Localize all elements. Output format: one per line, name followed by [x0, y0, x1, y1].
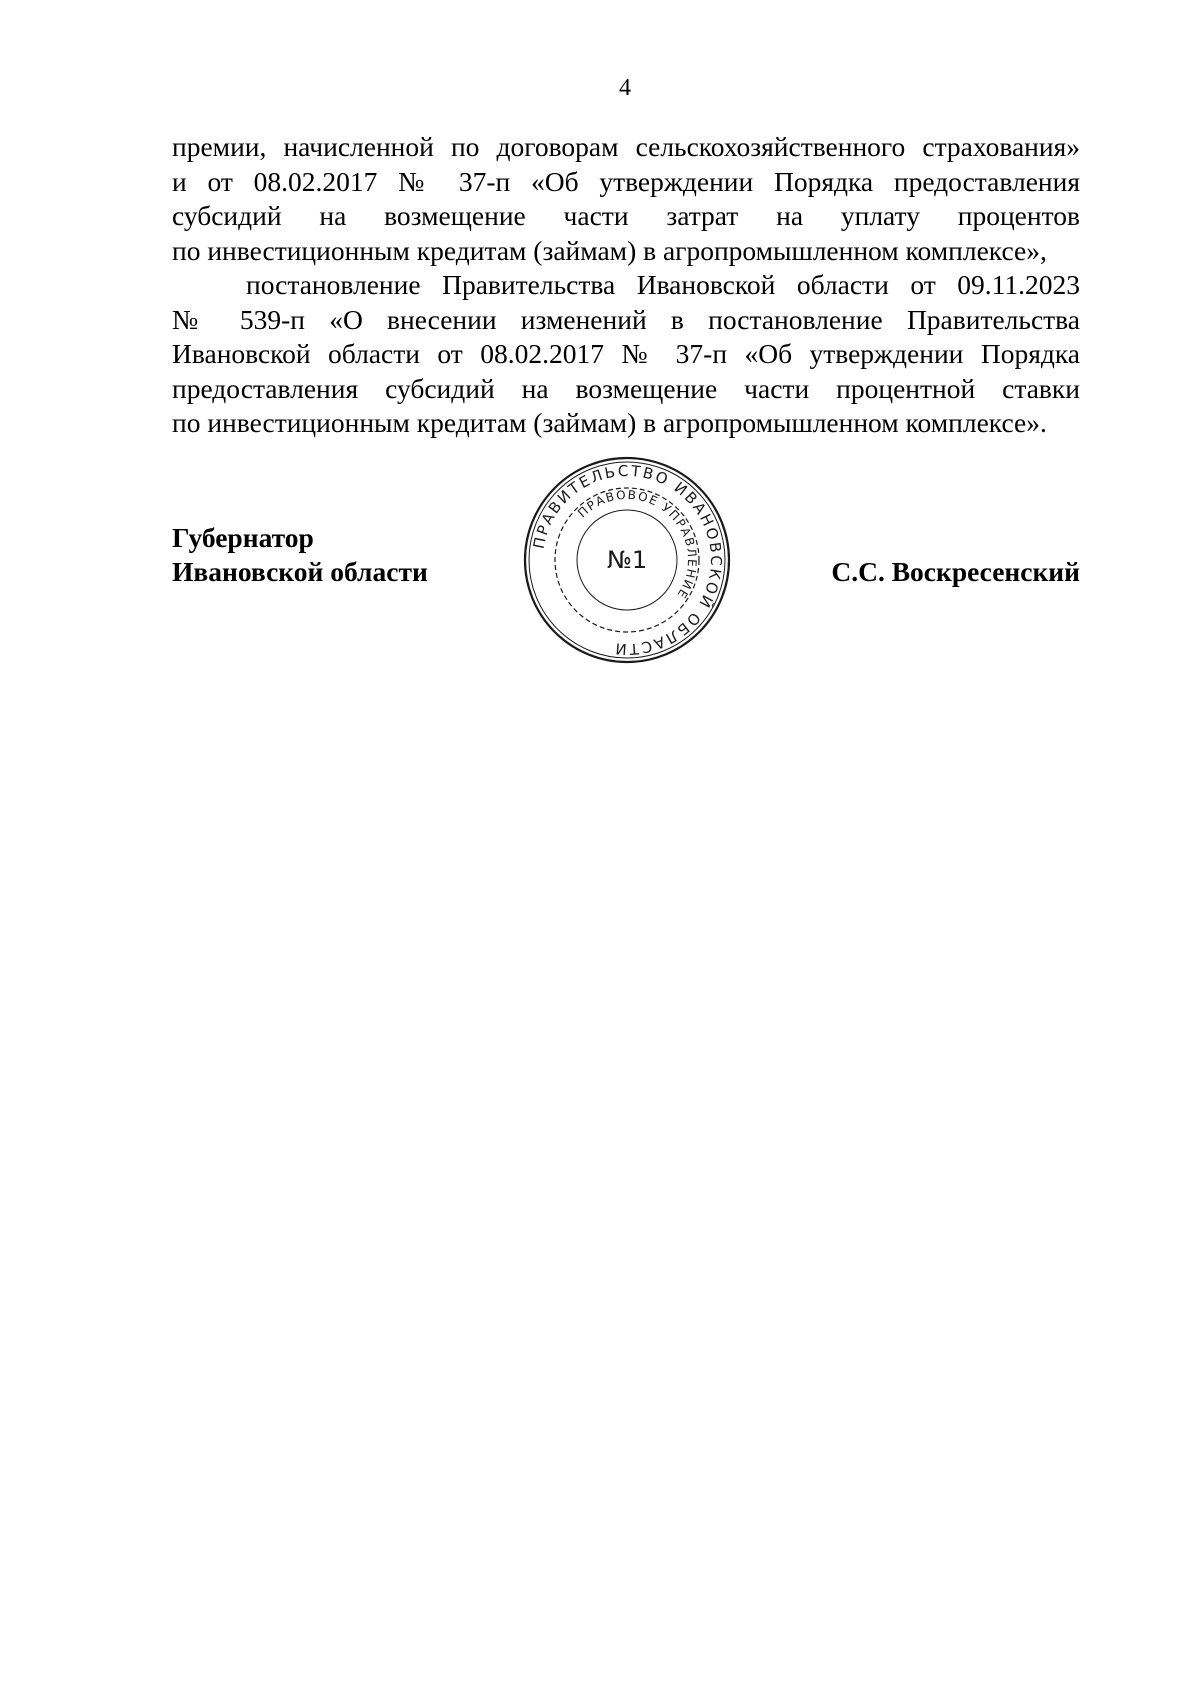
page-number: 4: [619, 75, 631, 101]
body-line: предоставления субсидий на возмещение части процентной ставки: [172, 372, 1080, 404]
seal-outer-text: ПРАВИТЕЛЬСТВО ИВАНОВСКОЙ ОБЛАСТИ: [529, 461, 726, 659]
body-line: премии, начисленной по договорам сельскохозяйственного страхования»: [172, 131, 1080, 162]
body-line: по инвестиционным кредитам (займам) в агропромышленном комплексе».: [172, 407, 1047, 438]
signatory-position: [172, 521, 428, 589]
body-line: субсидий на возмещение части затрат на уплату процентов: [172, 200, 1080, 231]
body-text: [172, 130, 1080, 441]
body-line: Ивановской области от 08.02.2017 № 37-п «Об утверждении Порядка: [172, 338, 1080, 369]
seal-center-text: №1: [606, 546, 648, 574]
body-line: и от 08.02.2017 № 37-п «Об утверждении Порядка предоставления: [172, 165, 1080, 197]
body-line: постановление Правительства Ивановской области от 09.11.2023: [246, 269, 1080, 300]
seal-inner-text: ПРАВОВОЕ УПРАВЛЕНИЕ: [575, 487, 700, 602]
body-line: по инвестиционным кредитам (займам) в агропромышленном комплексе»,: [172, 234, 1047, 266]
signatory-position-line: Ивановской области: [172, 556, 428, 587]
signatory-position-line: Губернатор: [172, 522, 314, 553]
body-line: № 539-п «О внесении изменений в постановление Правительства: [172, 303, 1080, 335]
seal-icon: [520, 453, 734, 667]
official-seal-stamp: [520, 453, 734, 667]
signatory-name: С.С. Воскресенский: [831, 556, 1080, 587]
